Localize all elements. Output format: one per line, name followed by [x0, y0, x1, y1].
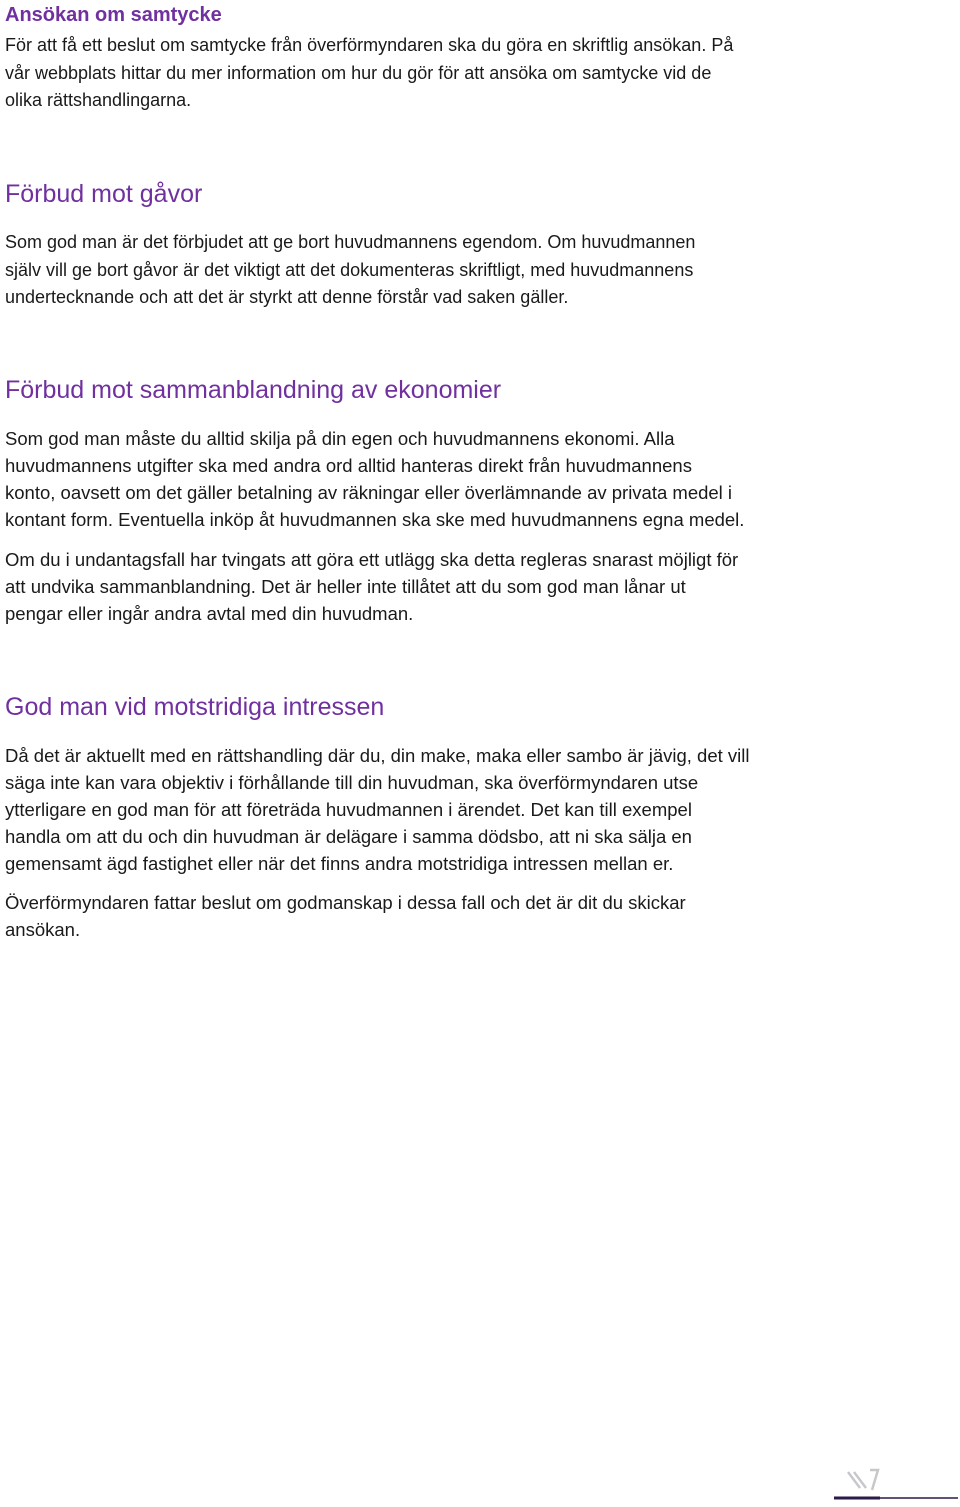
heading-forbud-mot-gavor: Förbud mot gåvor — [5, 180, 203, 208]
heading-ansokan-om-samtycke: Ansökan om samtycke — [5, 4, 222, 26]
paragraph-sammanblandning-1: Som god man måste du alltid skilja på din egen och huvudmannens ekonomi. Alla huvudmannens utgifter ska med andra ord alltid hanteras direkt från huvudmannens konto, oavsett om det gäller betalning av räkningar eller överlämnande av privata medel i kontant form. Eventuella inköp åt huvudmannen ska ske med huvudmannens egna medel. — [5, 428, 745, 530]
paragraph-sammanblandning-2: Om du i undantagsfall har tvingats att göra ett utlägg ska detta regleras snarast möjligt för att undvika sammanblandning. Det är heller inte tillåtet att du som god man lånar ut pengar eller ingår andra avtal med din huvudman. — [5, 549, 739, 624]
municipality-logo-icon — [830, 1466, 960, 1502]
heading-forbud-mot-sammanblandning: Förbud mot sammanblandning av ekonomier — [5, 376, 502, 404]
paragraph-samtycke: För att få ett beslut om samtycke från överförmyndaren ska du göra en skriftlig ansökan. På vår webbplats hittar du mer information om hur du gör för att ansöka om samtycke vid de olika rättshandlingarna. — [5, 35, 734, 110]
paragraph-gavor: Som god man är det förbjudet att ge bort huvudmannens egendom. Om huvudmannen själv vill ge bort gåvor är det viktigt att det dokumenteras skriftligt, med huvudmannens undertecknande och att det är styrkt att denne förstår vad saken gäller. — [5, 232, 696, 307]
heading-god-man-motstridiga-intressen: God man vid motstridiga intressen — [5, 693, 385, 721]
paragraph-motstridiga-1: Då det är aktuellt med en rättshandling där du, din make, maka eller sambo är jävig, det vill säga inte kan vara objektiv i förhållande till din huvudman, ska överförmyndaren utse ytterligare en god man för att företräda huvudmannen i ärendet. Det kan till exempel handla om att du och din huvudman är delägare i samma dödsbo, att ni ska sälja en gemensamt ägd fastighet eller när det finns andra motstridiga intressen mellan er. — [5, 745, 750, 874]
paragraph-motstridiga-2: Överförmyndaren fattar beslut om godmanskap i dessa fall och det är dit du skickar ansökan. — [5, 892, 686, 940]
